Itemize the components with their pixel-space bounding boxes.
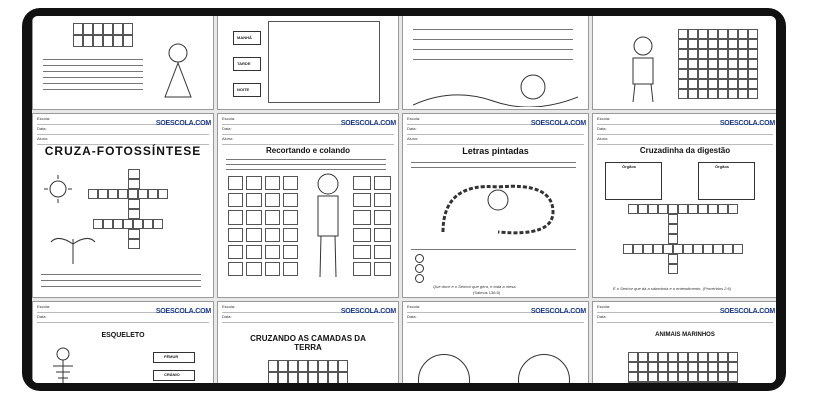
card-crossword-top-right	[592, 16, 776, 110]
card-title: Letras pintadas	[462, 146, 529, 156]
card-painted-letters: Escola: Data: Aluno: SOESCOLA.COM Letras pintadas Que doce é o Senhor que gera, e toda a mesa. (Salmos 136:5)	[402, 113, 589, 298]
child-illustration	[153, 39, 203, 99]
card-title: Recortando e colando	[265, 146, 350, 155]
card-title: CRUZANDO AS CAMADAS DA TERRA	[250, 334, 366, 352]
label-skull: CRÂNIO	[164, 372, 180, 377]
plant-drawing	[43, 224, 103, 264]
brand-logo: SOESCOLA.COM	[155, 120, 211, 127]
girl-illustration	[308, 172, 348, 282]
card-title: CRUZA-FOTOSSÍNTESE	[44, 144, 202, 158]
card-sea-animals: Escola: Data: SOESCOLA.COM ANIMAIS MARINHOS	[592, 301, 776, 383]
card-crossword-top-left	[32, 16, 214, 110]
card-title: ESQUELETO	[101, 332, 145, 339]
label-afternoon: TARDE	[237, 61, 251, 66]
cut-boxes-left	[228, 176, 298, 276]
photo-frame	[22, 8, 786, 391]
label-femur: FÊMUR	[164, 354, 179, 359]
sun-icon	[43, 174, 73, 204]
crossword-grid	[73, 23, 133, 47]
skeleton-drawing	[48, 346, 78, 383]
digestive-path-drawing	[433, 172, 563, 242]
crossword-column	[128, 169, 140, 249]
circle-left	[418, 354, 470, 383]
word-search-grid	[628, 352, 738, 383]
cut-boxes-right	[353, 176, 391, 276]
card-photosynthesis: Escola: Data: Aluno: SOESCOLA.COM CRUZA-FOTOSSÍNTESE	[32, 113, 214, 298]
circle-right	[518, 354, 570, 383]
boy-illustration	[623, 34, 663, 104]
card-digestion-crossword: Escola: Data: Aluno: SOESCOLA.COM Cruzadinha da digestão Órgãos Órgãos É o Senhor que dá a sabedoria e o entendimento. (Provérbios 2:6)	[592, 113, 776, 298]
card-title: Cruzadinha da digestão	[639, 146, 731, 155]
card-skeleton: Escola: Data: SOESCOLA.COM ESQUELETO FÊMUR CRÂNIO	[32, 301, 214, 383]
organs-table-left: Órgãos	[605, 162, 662, 200]
label-night: NOITE	[237, 87, 250, 92]
card-cut-and-paste: Escola: Data: Aluno: SOESCOLA.COM Recortando e colando	[217, 113, 399, 298]
bible-verse: Que doce é o Senhor que gera, e toda a mesa.	[433, 284, 517, 289]
bible-verse: É o Senhor que dá a sabedoria e o entendimento. (Provérbios 2:6)	[613, 286, 732, 291]
label-morning: MANHÃ	[237, 35, 252, 40]
card-earth-layers: Escola: Data: SOESCOLA.COM CRUZANDO AS CAMADAS DA TERRA	[217, 301, 399, 383]
verse-reference: (Salmos 136:5)	[473, 290, 501, 295]
crossword-grid-right	[678, 29, 758, 99]
card-sky-scene	[402, 16, 589, 110]
organs-table-right: Órgãos	[698, 162, 755, 200]
card-day-periods	[217, 16, 399, 110]
worksheet-collage	[32, 16, 776, 383]
landscape-drawing	[413, 67, 578, 107]
card-title: ANIMAIS MARINHOS	[655, 332, 715, 338]
card-moon-phases: Escola: Data: SOESCOLA.COM	[402, 301, 589, 383]
